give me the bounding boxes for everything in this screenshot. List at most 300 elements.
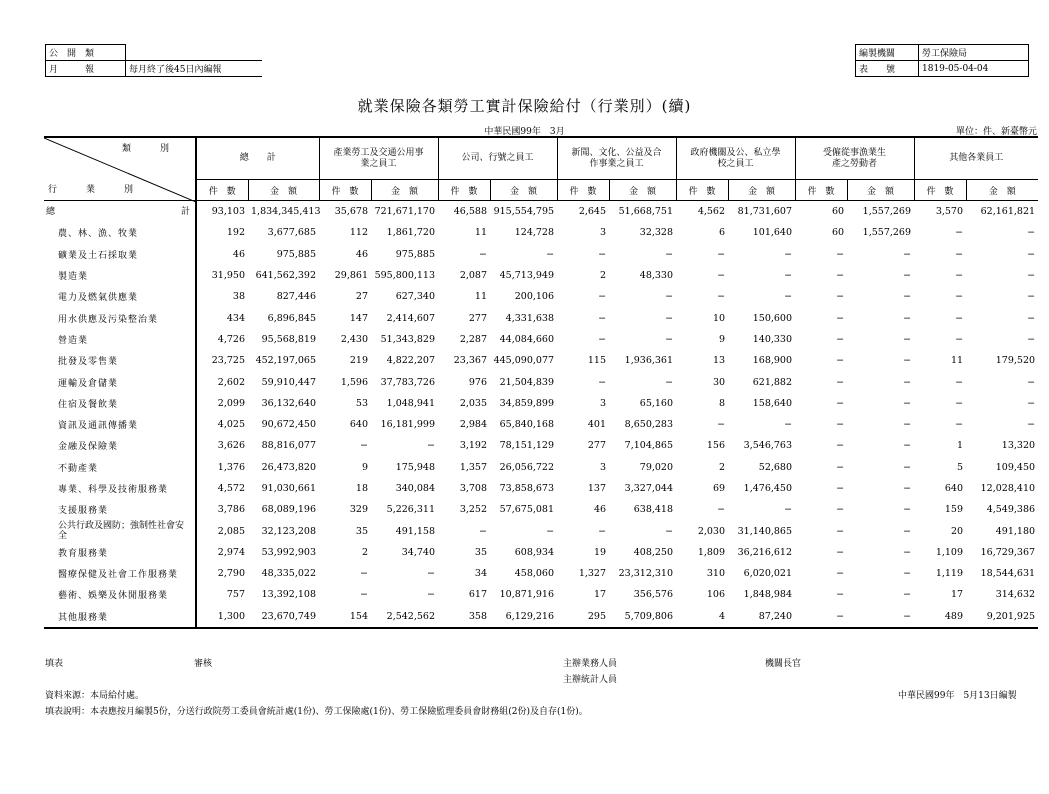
cell-amount: − bbox=[546, 248, 555, 260]
cell-count: 3 bbox=[599, 461, 607, 473]
cell-amount: 179,520 bbox=[995, 355, 1036, 367]
cell-count: 154 bbox=[319, 606, 371, 628]
cell-amount: 3,546,763 bbox=[743, 440, 793, 452]
cell-count: − bbox=[717, 291, 726, 303]
cell-amount: 45,713,949 bbox=[499, 270, 555, 282]
table-row bbox=[44, 286, 1038, 307]
cell-amount: 621,882 bbox=[752, 376, 793, 388]
cell-amount: 79,020 bbox=[639, 461, 674, 473]
cell-count: 93,103 bbox=[211, 206, 245, 218]
reviewer-label: 審核 bbox=[194, 659, 213, 669]
cell-amount: 124,728 bbox=[514, 227, 555, 239]
cell-amount: − bbox=[903, 504, 912, 516]
subheader-count: 件 數 bbox=[319, 180, 371, 201]
cell-amount: − bbox=[665, 312, 674, 324]
table-row bbox=[44, 457, 1038, 478]
cell-count: 617 bbox=[468, 589, 488, 601]
table-row bbox=[44, 584, 1038, 605]
cell-amount: 12,028,410 bbox=[980, 483, 1036, 494]
cell-count: 3,252 bbox=[459, 504, 488, 516]
row-label: 醫療保健及社會工作服務業 bbox=[44, 563, 196, 584]
subheader-count: 件 數 bbox=[196, 180, 248, 201]
cell-amount: 48,330 bbox=[639, 270, 674, 282]
cell-count: 401 bbox=[587, 419, 607, 431]
cell-count: 13 bbox=[712, 355, 726, 367]
cell-count: 31,950 bbox=[211, 270, 245, 282]
cell-amount: − bbox=[903, 568, 912, 580]
cell-count: 3,192 bbox=[459, 440, 488, 452]
cell-amount: 1,936,361 bbox=[624, 355, 674, 367]
cell-count: 1,357 bbox=[459, 461, 488, 473]
cell-amount: − bbox=[1027, 312, 1036, 324]
cell-count: 27 bbox=[355, 291, 369, 303]
cell-amount: 65,160 bbox=[639, 397, 674, 409]
cell-amount: 68,089,196 bbox=[261, 504, 317, 516]
cell-amount: − bbox=[903, 440, 912, 452]
cell-count: 2,087 bbox=[459, 270, 488, 282]
cell-count: 1,109 bbox=[935, 546, 964, 558]
cell-count: 35,678 bbox=[334, 206, 369, 218]
cell-count: 137 bbox=[587, 483, 607, 494]
cell-count: 489 bbox=[914, 606, 966, 628]
group-total: 總 計 bbox=[196, 137, 319, 180]
subheader-count: 件 數 bbox=[914, 180, 966, 201]
compile-date: 中華民國99年 5月13日編製 bbox=[898, 691, 1017, 701]
cell-amount: 59,910,447 bbox=[261, 376, 317, 388]
cell-amount: − bbox=[784, 419, 793, 431]
cell-amount: 51,668,751 bbox=[618, 206, 674, 218]
subheader-count: 件 數 bbox=[557, 180, 609, 201]
cell-count: 2 bbox=[361, 546, 369, 558]
cell-count: 295 bbox=[557, 606, 609, 628]
cell-count: 1,596 bbox=[340, 376, 369, 388]
cell-amount: − bbox=[427, 440, 436, 452]
cell-count: − bbox=[836, 333, 845, 345]
subheader-amount: 金 額 bbox=[847, 180, 914, 201]
cell-amount: − bbox=[1027, 270, 1036, 282]
cell-count: − bbox=[836, 504, 845, 516]
cell-amount: 18,544,631 bbox=[980, 568, 1036, 580]
cell-amount: 37,783,726 bbox=[380, 376, 436, 388]
benefits-table bbox=[44, 136, 1038, 629]
cell-amount: − bbox=[903, 270, 912, 282]
cell-count: − bbox=[836, 376, 845, 388]
row-label: 營造業 bbox=[44, 329, 196, 350]
cell-count: 18 bbox=[355, 483, 369, 494]
cell-amount: 88,816,077 bbox=[261, 440, 317, 452]
cell-amount: − bbox=[784, 270, 793, 282]
subheader-amount: 金 額 bbox=[248, 180, 319, 201]
cell-count: 19 bbox=[593, 546, 607, 558]
cell-count: − bbox=[836, 568, 845, 580]
cell-amount: − bbox=[903, 355, 912, 367]
cell-count: − bbox=[598, 291, 607, 303]
row-label: 用水供應及污染整治業 bbox=[44, 307, 196, 328]
cell-count: 17 bbox=[593, 589, 607, 601]
cell-amount: 51,343,829 bbox=[380, 333, 436, 345]
cell-count: 3,626 bbox=[217, 440, 245, 452]
cell-count: 2,974 bbox=[217, 546, 245, 558]
cell-count: 2 bbox=[718, 461, 726, 473]
cell-amount: − bbox=[903, 483, 912, 494]
cell-amount: 23,670,749 bbox=[248, 606, 319, 628]
cell-count: 9 bbox=[718, 333, 726, 345]
cell-count: 310 bbox=[706, 568, 726, 580]
cell-amount: − bbox=[546, 525, 555, 537]
cell-count: 4,726 bbox=[217, 333, 245, 345]
form-no-label: 表 號 bbox=[856, 61, 919, 77]
cell-count: 192 bbox=[226, 227, 245, 239]
cell-amount: 356,576 bbox=[633, 589, 674, 601]
subheader-amount: 金 額 bbox=[371, 180, 438, 201]
cell-count: 147 bbox=[349, 312, 369, 324]
cell-count: 11 bbox=[474, 227, 488, 239]
cell-amount: 34,859,899 bbox=[499, 397, 555, 409]
cell-count: 3 bbox=[599, 227, 607, 239]
row-label: 不動產業 bbox=[44, 457, 196, 478]
cell-count: 2,790 bbox=[217, 568, 245, 580]
instructions-note: 填表說明：本表應按月編製5份，分送行政院勞工委員會統計處(1份)、勞工保險處(1份)、勞工保險監理委員會財務組(2份)及自存(1份)。 bbox=[45, 707, 588, 717]
cell-count: 9 bbox=[361, 461, 369, 473]
cell-count: 3,708 bbox=[459, 483, 488, 494]
cell-count: 6 bbox=[718, 227, 726, 239]
monthly-label: 月 報 bbox=[46, 61, 126, 77]
cell-count: 1,376 bbox=[217, 461, 245, 473]
cell-amount: 9,201,925 bbox=[966, 606, 1038, 628]
cell-count: 2,030 bbox=[697, 525, 726, 537]
table-row bbox=[44, 542, 1038, 563]
cell-count: − bbox=[836, 291, 845, 303]
cell-amount: 595,800,113 bbox=[374, 270, 436, 282]
cell-count: 2,984 bbox=[459, 419, 488, 431]
cell-amount: 200,106 bbox=[514, 291, 555, 303]
subheader-count: 件 數 bbox=[676, 180, 728, 201]
preparer-label: 填表 bbox=[45, 659, 64, 669]
cell-count: − bbox=[360, 589, 369, 601]
page-title: 就業保險各類勞工實計保險給付（行業別）(續) bbox=[357, 97, 692, 115]
cell-count: 60 bbox=[831, 227, 845, 239]
cell-count: − bbox=[955, 291, 964, 303]
cell-amount: 44,084,660 bbox=[499, 333, 555, 345]
cell-count: − bbox=[360, 440, 369, 452]
row-label: 其他服務業 bbox=[44, 606, 196, 628]
row-label: 運輸及倉儲業 bbox=[44, 371, 196, 392]
cell-amount: 168,900 bbox=[752, 355, 793, 367]
cell-amount: 641,562,392 bbox=[255, 270, 317, 282]
cell-amount: 7,104,865 bbox=[624, 440, 674, 452]
cell-amount: − bbox=[1027, 376, 1036, 388]
cell-count: 38 bbox=[232, 291, 245, 303]
cell-amount: 491,180 bbox=[995, 525, 1036, 537]
cell-amount: 6,129,216 bbox=[490, 606, 557, 628]
cell-amount: 109,450 bbox=[995, 461, 1036, 473]
cell-amount: 16,181,999 bbox=[380, 419, 436, 431]
cell-amount: 57,675,081 bbox=[499, 504, 555, 516]
cell-amount: 21,504,839 bbox=[499, 376, 555, 388]
cell-count: 11 bbox=[474, 291, 488, 303]
cell-amount: 13,320 bbox=[1001, 440, 1036, 452]
cell-count: − bbox=[717, 270, 726, 282]
cell-amount: − bbox=[665, 376, 674, 388]
cell-amount: − bbox=[427, 589, 436, 601]
cell-count: − bbox=[479, 525, 488, 537]
cell-amount: 445,090,077 bbox=[493, 355, 555, 367]
cell-amount: 452,197,065 bbox=[255, 355, 317, 367]
table-row bbox=[44, 307, 1038, 328]
cell-amount: − bbox=[1027, 291, 1036, 303]
cell-amount: 5,226,311 bbox=[386, 504, 436, 516]
cell-amount: 1,476,450 bbox=[743, 483, 793, 494]
cell-count: 60 bbox=[831, 206, 845, 218]
cell-count: 1,809 bbox=[697, 546, 726, 558]
cell-amount: 2,414,607 bbox=[386, 312, 436, 324]
cell-amount: 13,392,108 bbox=[261, 589, 317, 601]
cell-amount: 1,848,984 bbox=[743, 589, 793, 601]
cell-amount: − bbox=[903, 376, 912, 388]
agency-value: 勞工保險局 bbox=[919, 45, 1029, 61]
business-officer-label: 主辦業務人員 bbox=[563, 659, 618, 669]
cell-count: 46 bbox=[593, 504, 607, 516]
cell-count: 35 bbox=[355, 525, 369, 537]
cell-count: 4,562 bbox=[697, 206, 726, 218]
cell-count: 53 bbox=[355, 397, 369, 409]
cell-count: 17 bbox=[950, 589, 964, 601]
cell-amount: 3,677,685 bbox=[267, 227, 317, 239]
table-row bbox=[44, 393, 1038, 414]
cell-count: − bbox=[836, 397, 845, 409]
cell-amount: 175,948 bbox=[395, 461, 436, 473]
table-row bbox=[44, 222, 1038, 243]
cell-count: 29,861 bbox=[334, 270, 369, 282]
table-row bbox=[44, 329, 1038, 350]
cell-amount: 52,680 bbox=[758, 461, 793, 473]
cell-amount: 34,740 bbox=[401, 546, 436, 558]
group-fishery: 受僱從事漁業生產之勞動者 bbox=[795, 137, 914, 180]
cell-count: 1,119 bbox=[935, 568, 964, 580]
cell-amount: 91,030,661 bbox=[261, 483, 317, 494]
corner-cell bbox=[44, 137, 196, 201]
cell-amount: 340,084 bbox=[395, 483, 436, 494]
cell-count: − bbox=[836, 546, 845, 558]
cell-amount: 314,632 bbox=[995, 589, 1036, 601]
cell-amount: 915,554,795 bbox=[493, 206, 555, 218]
cell-amount: 1,557,269 bbox=[862, 206, 912, 218]
cell-count: 4,572 bbox=[217, 483, 245, 494]
cell-amount: − bbox=[427, 568, 436, 580]
cell-count: 219 bbox=[349, 355, 369, 367]
cell-amount: 16,729,367 bbox=[980, 546, 1036, 558]
cell-count: − bbox=[955, 419, 964, 431]
cell-amount: − bbox=[665, 525, 674, 537]
row-label: 教育服務業 bbox=[44, 542, 196, 563]
cell-count: − bbox=[479, 248, 488, 260]
row-label: 公共行政及國防；強制性社會安全 bbox=[44, 520, 196, 541]
cell-count: 757 bbox=[226, 589, 245, 601]
cell-amount: 31,140,865 bbox=[737, 525, 793, 537]
cell-count: 3,786 bbox=[217, 504, 245, 516]
cell-amount: 32,328 bbox=[639, 227, 674, 239]
cell-count: 115 bbox=[587, 355, 607, 367]
cell-amount: − bbox=[903, 397, 912, 409]
row-label: 農、林、漁、牧業 bbox=[44, 222, 196, 243]
row-label: 金融及保險業 bbox=[44, 435, 196, 456]
row-label: 資訊及通訊傳播業 bbox=[44, 414, 196, 435]
cell-amount: 62,161,821 bbox=[980, 206, 1036, 218]
cell-count: − bbox=[795, 606, 847, 628]
cell-count: − bbox=[836, 525, 845, 537]
header-left-box bbox=[45, 44, 262, 77]
cell-amount: 140,330 bbox=[752, 333, 793, 345]
cell-count: − bbox=[598, 312, 607, 324]
cell-count: 640 bbox=[349, 419, 369, 431]
cell-count: 2,035 bbox=[459, 397, 488, 409]
cell-count: − bbox=[955, 270, 964, 282]
cell-amount: − bbox=[1027, 227, 1036, 239]
row-label: 批發及零售業 bbox=[44, 350, 196, 371]
cell-count: 5 bbox=[956, 461, 964, 473]
cell-count: 1,327 bbox=[578, 568, 607, 580]
cell-amount: 10,871,916 bbox=[499, 589, 555, 601]
cell-count: 46,588 bbox=[453, 206, 488, 218]
cell-count: − bbox=[836, 461, 845, 473]
cell-amount: 1,557,269 bbox=[862, 227, 912, 239]
report-period: 中華民國99年 3月 bbox=[484, 127, 565, 137]
cell-amount: − bbox=[784, 504, 793, 516]
cell-amount: 1,048,941 bbox=[386, 397, 436, 409]
cell-count: − bbox=[360, 568, 369, 580]
cell-amount: 78,151,129 bbox=[499, 440, 555, 452]
table-row bbox=[44, 478, 1038, 499]
agency-label: 編製機關 bbox=[856, 45, 919, 61]
cell-count: 277 bbox=[587, 440, 607, 452]
cell-count: 1 bbox=[956, 440, 964, 452]
group-other: 其他各業員工 bbox=[914, 137, 1038, 180]
row-label: 住宿及餐飲業 bbox=[44, 393, 196, 414]
cell-amount: 5,709,806 bbox=[609, 606, 676, 628]
row-label: 電力及燃氣供應業 bbox=[44, 286, 196, 307]
cell-amount: 827,446 bbox=[276, 291, 317, 303]
cell-count: 1,300 bbox=[196, 606, 248, 628]
source-note: 資料來源：本局給付處。 bbox=[45, 691, 145, 701]
cell-amount: − bbox=[903, 589, 912, 601]
table-row bbox=[44, 244, 1038, 265]
cell-amount: 4,822,207 bbox=[386, 355, 436, 367]
row-label: 藝術、娛樂及休閒服務業 bbox=[44, 584, 196, 605]
cell-amount: − bbox=[903, 525, 912, 537]
cell-amount: 73,858,673 bbox=[499, 483, 555, 494]
cell-count: 2,430 bbox=[340, 333, 369, 345]
cell-count: − bbox=[717, 504, 726, 516]
cell-amount: 101,640 bbox=[752, 227, 793, 239]
cell-amount: 8,650,283 bbox=[624, 419, 674, 431]
cell-count: 3 bbox=[599, 397, 607, 409]
cell-amount: − bbox=[903, 419, 912, 431]
cell-amount: 26,056,722 bbox=[499, 461, 555, 473]
cell-count: 23,725 bbox=[211, 355, 245, 367]
cell-count: 8 bbox=[718, 397, 726, 409]
cell-amount: 4,549,386 bbox=[986, 504, 1036, 516]
table-row bbox=[44, 265, 1038, 286]
group-company: 公司、行號之員工 bbox=[438, 137, 557, 180]
cell-amount: 48,335,022 bbox=[261, 568, 317, 580]
cell-count: − bbox=[598, 525, 607, 537]
cell-count: 2,602 bbox=[217, 376, 245, 388]
group-industrial: 產業勞工及交通公用事業之員工 bbox=[319, 137, 438, 180]
table-row bbox=[44, 520, 1038, 541]
cell-amount: 158,640 bbox=[752, 397, 793, 409]
cell-count: 2,287 bbox=[459, 333, 488, 345]
cell-amount: 4,331,638 bbox=[505, 312, 555, 324]
cell-amount: 150,600 bbox=[752, 312, 793, 324]
row-label: 專業、科學及技術服務業 bbox=[44, 478, 196, 499]
cell-count: − bbox=[598, 333, 607, 345]
cell-amount: 638,418 bbox=[633, 504, 674, 516]
cell-amount: 975,885 bbox=[276, 248, 317, 260]
form-no-value: 1819-05-04-04 bbox=[919, 61, 1029, 77]
cell-count: − bbox=[836, 440, 845, 452]
cell-count: 976 bbox=[468, 376, 488, 388]
cell-count: − bbox=[717, 248, 726, 260]
cell-amount: 2,542,562 bbox=[371, 606, 438, 628]
cell-amount: 458,060 bbox=[514, 568, 555, 580]
cell-amount: − bbox=[784, 248, 793, 260]
cell-count: 46 bbox=[355, 248, 369, 260]
cell-count: 11 bbox=[950, 355, 964, 367]
subheader-amount: 金 額 bbox=[966, 180, 1038, 201]
table-row bbox=[44, 350, 1038, 371]
cell-count: 30 bbox=[712, 376, 726, 388]
cell-amount: 608,934 bbox=[514, 546, 555, 558]
cell-count: − bbox=[955, 333, 964, 345]
cell-count: 358 bbox=[438, 606, 490, 628]
cell-count: 329 bbox=[349, 504, 369, 516]
group-media: 新聞、文化、公益及合作事業之員工 bbox=[557, 137, 676, 180]
cell-count: − bbox=[836, 270, 845, 282]
cell-amount: 90,672,450 bbox=[261, 419, 317, 431]
group-government: 政府機關及公、私立學校之員工 bbox=[676, 137, 795, 180]
cell-count: 159 bbox=[944, 504, 964, 516]
cell-amount: 3,327,044 bbox=[624, 483, 674, 494]
header-right-box bbox=[855, 44, 1029, 77]
cell-amount: 95,568,819 bbox=[261, 333, 317, 345]
cell-amount: 87,240 bbox=[728, 606, 795, 628]
cell-amount: − bbox=[1027, 248, 1036, 260]
cell-amount: 32,123,208 bbox=[261, 525, 317, 537]
cell-amount: 491,158 bbox=[395, 525, 436, 537]
subheader-amount: 金 額 bbox=[490, 180, 557, 201]
cell-amount: 36,216,612 bbox=[737, 546, 793, 558]
row-label: 礦業及土石採取業 bbox=[44, 244, 196, 265]
cell-count: 35 bbox=[474, 546, 488, 558]
cell-count: 112 bbox=[349, 227, 369, 239]
cell-amount: 1,834,345,413 bbox=[251, 206, 321, 218]
subheader-amount: 金 額 bbox=[728, 180, 795, 201]
subheader-amount: 金 額 bbox=[609, 180, 676, 201]
cell-count: 34 bbox=[474, 568, 488, 580]
cell-count: − bbox=[836, 589, 845, 601]
cell-count: 640 bbox=[944, 483, 964, 494]
cell-count: − bbox=[598, 248, 607, 260]
cell-count: 2,099 bbox=[217, 397, 245, 409]
table-row bbox=[44, 371, 1038, 392]
cell-amount: − bbox=[1027, 419, 1036, 431]
cell-amount: 408,250 bbox=[633, 546, 674, 558]
public-label: 公 開 類 bbox=[46, 45, 126, 61]
cell-amount: − bbox=[903, 333, 912, 345]
cell-count: − bbox=[955, 227, 964, 239]
corner-bottom-label: 行 業 別 bbox=[48, 185, 144, 195]
cell-amount: − bbox=[1027, 333, 1036, 345]
